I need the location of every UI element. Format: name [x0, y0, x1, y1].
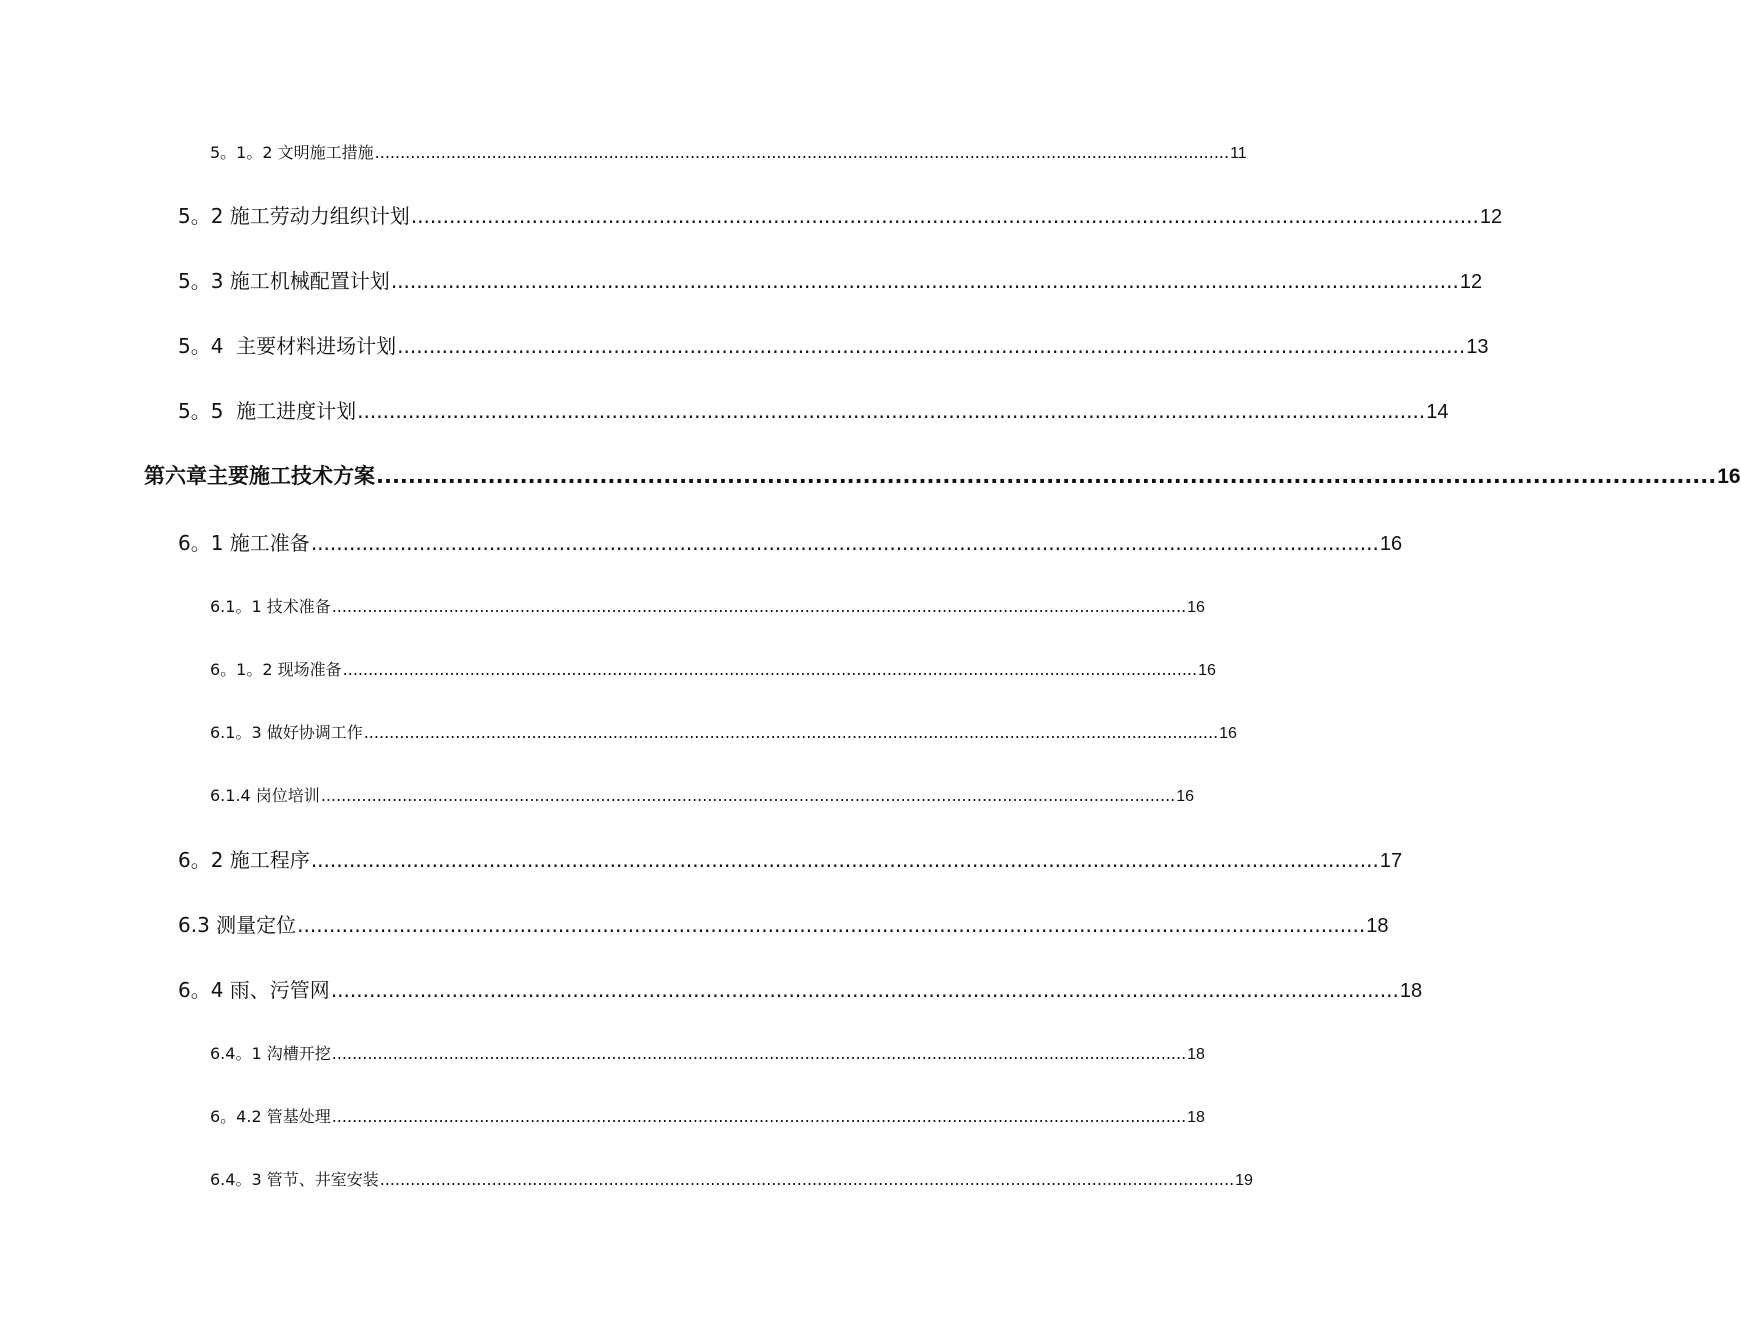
toc-entry-page: 18 — [1366, 915, 1389, 937]
toc-dot-leader: ........................................................................................................................................................................ — [310, 848, 1379, 872]
toc-entry-page: 17 — [1379, 850, 1403, 872]
toc-entry-page: 16 — [1219, 725, 1237, 742]
toc-entry-6-4-3[interactable] — [210, 1167, 1253, 1189]
toc-entry-6-1[interactable] — [178, 527, 1403, 555]
toc-entry-page: 12 — [1479, 206, 1503, 228]
toc-dot-leader: ........................................................................................................................................................................ — [320, 786, 1176, 805]
toc-entry-5-4[interactable] — [178, 330, 1489, 358]
toc-entry-page: 12 — [1459, 271, 1483, 293]
toc-entry-title: 6。4 雨、污管网 — [178, 978, 330, 1002]
toc-entry-page: 16 — [1198, 662, 1216, 679]
toc-entry-title: 5。4 主要材料进场计划 — [178, 334, 397, 358]
toc-dot-leader: ........................................................................................................................................................................ — [342, 660, 1198, 679]
toc-entry-5-2[interactable] — [178, 200, 1503, 228]
toc-dot-leader: ........................................................................................................................................................................ — [397, 334, 1466, 358]
toc-dot-leader: ........................................................................................................................................................................ — [331, 597, 1187, 616]
toc-entry-5-5[interactable] — [178, 395, 1449, 423]
toc-entry-page: 16 — [1379, 533, 1403, 555]
toc-entry-6-2[interactable] — [178, 844, 1403, 872]
toc-entry-title: 6.1。1 技术准备 — [210, 597, 331, 616]
toc-entry-title: 6.4。1 沟槽开挖 — [210, 1044, 331, 1063]
toc-entry-6-4-1[interactable] — [210, 1041, 1205, 1063]
toc-dot-leader: ........................................................................................................................................................................ — [376, 464, 1717, 488]
toc-entry-page: 11 — [1230, 145, 1247, 162]
toc-entry-6-1-1[interactable] — [210, 594, 1205, 616]
toc-dot-leader: ........................................................................................................................................................................ — [390, 269, 1459, 293]
toc-entry-page: 18 — [1187, 1109, 1205, 1126]
toc-dot-leader: ........................................................................................................................................................................ — [310, 531, 1379, 555]
toc-entry-title: 6。4.2 管基处理 — [210, 1107, 331, 1126]
toc-dot-leader: ........................................................................................................................................................................ — [330, 978, 1399, 1002]
toc-entry-title: 5。3 施工机械配置计划 — [178, 269, 390, 293]
toc-entry-5-1-2[interactable] — [210, 140, 1247, 162]
toc-entry-title: 6。2 施工程序 — [178, 848, 310, 872]
toc-dot-leader: ........................................................................................................................................................................ — [331, 1107, 1187, 1126]
toc-entry-title: 6.1.4 岗位培训 — [210, 786, 320, 805]
toc-dot-leader: ........................................................................................................................................................................ — [410, 204, 1479, 228]
toc-dot-leader: ........................................................................................................................................................................ — [297, 913, 1366, 937]
toc-entry-6-3[interactable] — [178, 909, 1389, 937]
toc-entry-6-4-2[interactable] — [210, 1104, 1205, 1126]
toc-entry-title: 5。2 施工劳动力组织计划 — [178, 204, 410, 228]
toc-entry-page: 14 — [1426, 401, 1449, 423]
toc-dot-leader: ........................................................................................................................................................................ — [379, 1170, 1235, 1189]
toc-entry-6-1-4[interactable] — [210, 783, 1195, 805]
toc-entry-page: 19 — [1235, 1172, 1253, 1189]
toc-entry-title: 5。5 施工进度计划 — [178, 399, 357, 423]
toc-entry-page: 16 — [1176, 788, 1195, 805]
toc-dot-leader: ........................................................................................................................................................................ — [331, 1044, 1187, 1063]
toc-dot-leader: ........................................................................................................................................................................ — [363, 723, 1219, 742]
toc-entry-6-1-2[interactable] — [210, 657, 1216, 679]
toc-entry-page: 13 — [1466, 336, 1489, 358]
toc-chapter-number: 第六章 — [144, 464, 207, 488]
toc-entry-6-4[interactable] — [178, 974, 1423, 1002]
toc-dot-leader: ........................................................................................................................................................................ — [357, 399, 1426, 423]
toc-entry-chapter-6[interactable] — [144, 460, 1741, 490]
toc-entry-6-1-3[interactable] — [210, 720, 1237, 742]
toc-entry-title: 6。1 施工准备 — [178, 531, 310, 555]
toc-entry-page: 16 — [1187, 599, 1205, 616]
toc-entry-title: 6.3 测量定位 — [178, 913, 297, 937]
toc-entry-page: 18 — [1187, 1046, 1205, 1063]
toc-entry-page: 18 — [1399, 980, 1423, 1002]
toc-entry-page: 16 — [1717, 465, 1741, 488]
toc-dot-leader: ........................................................................................................................................................................ — [374, 143, 1230, 162]
toc-entry-title: 6。1。2 现场准备 — [210, 660, 342, 679]
toc-entry-title: 5。1。2 文明施工措施 — [210, 143, 374, 162]
toc-entry-title: 6.4。3 管节、井室安装 — [210, 1170, 379, 1189]
toc-entry-title: 主要施工技术方案 — [207, 464, 375, 488]
toc-entry-title: 6.1。3 做好协调工作 — [210, 723, 363, 742]
toc-entry-5-3[interactable] — [178, 265, 1483, 293]
